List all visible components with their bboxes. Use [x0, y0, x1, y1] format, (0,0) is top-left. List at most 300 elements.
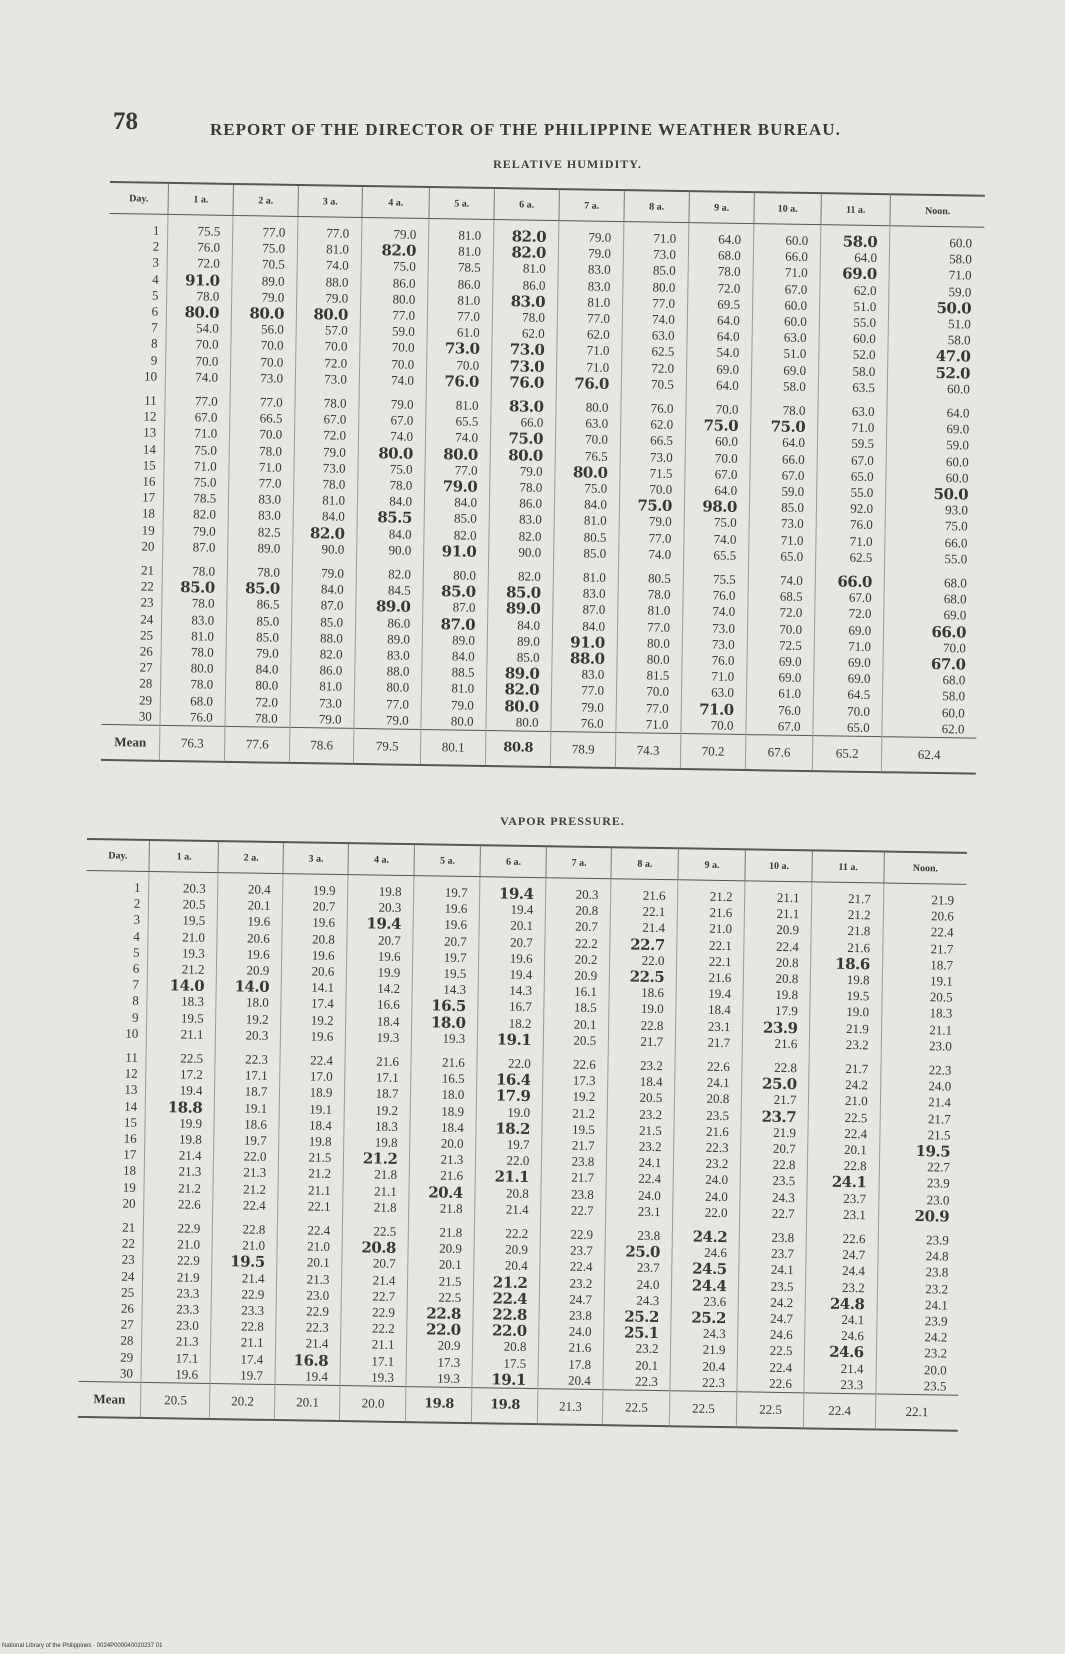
value-cell: 21.9	[671, 1342, 738, 1359]
column-header: 1 a.	[168, 183, 233, 216]
value-cell: 22.1	[278, 1198, 343, 1215]
value-cell: 73.0	[295, 371, 359, 388]
value-cell: 70.0	[685, 450, 750, 467]
day-cell: 14	[142, 441, 157, 457]
value-cell: 75.0	[885, 518, 980, 536]
scan-footer: National Library of the Philippines · 0024P000040020237 01	[2, 1643, 163, 1649]
value-cell: 23.8	[877, 1264, 960, 1282]
value-cell: 64.0	[688, 223, 753, 249]
value-cell: 21.1	[881, 1021, 964, 1039]
value-cell: 19.7	[214, 1132, 279, 1149]
value-cell: 22.3	[603, 1373, 670, 1391]
value-cell: 18.7	[345, 1086, 411, 1103]
column-header: 8 a.	[611, 847, 679, 880]
value-cell: 14.2	[346, 980, 412, 997]
value-cell: 18.4	[279, 1117, 344, 1134]
value-cell: 81.0	[493, 260, 558, 277]
column-header: Day.	[86, 839, 149, 871]
value-cell: 22.7	[541, 1202, 606, 1219]
value-cell: 80.0	[623, 279, 688, 296]
value-cell: 22.0	[673, 1204, 740, 1221]
value-cell: 18.7	[215, 1083, 280, 1100]
value-cell: 20.0	[410, 1135, 476, 1152]
value-cell: 19.9	[145, 1115, 214, 1132]
value-cell: 21.9	[741, 1124, 808, 1141]
value-cell: 19.9	[347, 964, 413, 981]
value-cell: 20.3	[546, 878, 611, 904]
value-cell: 84.0	[422, 648, 487, 665]
value-cell: 23.2	[607, 1138, 674, 1155]
value-cell: 19.2	[543, 1089, 608, 1106]
value-cell: 69.0	[747, 653, 814, 670]
value-cell: 87.0	[423, 599, 488, 616]
day-cell: 2	[133, 895, 141, 912]
value-cell: 71.0	[681, 701, 746, 718]
value-cell: 19.1	[215, 1100, 280, 1117]
value-cell: 20.1	[277, 1255, 342, 1272]
day-cell: 30	[138, 708, 152, 724]
value-cell: 83.0	[355, 647, 422, 664]
column-header: 6 a.	[494, 188, 559, 221]
value-cell: 23.2	[604, 1341, 671, 1358]
value-cell: 24.6	[672, 1245, 739, 1262]
value-cell: 73.0	[492, 358, 557, 375]
value-cell: 85.0	[162, 579, 227, 596]
vapor-pressure-title: VAPOR PRESSURE.	[500, 814, 625, 828]
value-cell: 85.0	[623, 262, 688, 279]
value-cell: 18.0	[216, 994, 281, 1011]
value-cell: 21.0	[277, 1238, 342, 1255]
value-cell: 21.2	[213, 1181, 278, 1198]
value-cell: 24.1	[739, 1262, 806, 1279]
value-cell: 75.0	[232, 240, 297, 257]
value-cell: 65.0	[817, 468, 886, 485]
value-cell: 19.5	[147, 1010, 216, 1027]
value-cell: 82.0	[486, 681, 551, 698]
value-cell: 17.0	[280, 1068, 345, 1085]
day-cell: 8	[151, 336, 158, 352]
value-cell: 19.6	[413, 917, 479, 934]
value-cell: 16.5	[411, 1070, 477, 1087]
value-cell: 67.0	[753, 281, 820, 298]
value-cell: 21.8	[343, 1167, 409, 1184]
value-cell: 67.0	[685, 466, 750, 483]
value-cell: 77.0	[360, 307, 427, 324]
value-cell: 19.1	[472, 1371, 538, 1389]
value-cell: 68.0	[884, 574, 979, 592]
value-cell: 22.1	[677, 937, 744, 954]
page-number: 78	[113, 108, 138, 135]
value-cell: 72.5	[747, 637, 814, 654]
value-cell: 20.7	[479, 934, 545, 951]
value-cell: 80.0	[425, 446, 490, 463]
value-cell: 69.0	[814, 622, 883, 639]
day-cell: 21	[140, 562, 155, 578]
value-cell: 23.5	[876, 1377, 959, 1395]
value-cell: 81.0	[291, 678, 355, 695]
value-cell: 18.7	[882, 956, 965, 974]
value-cell: 17.8	[539, 1356, 604, 1373]
value-cell: 78.5	[428, 259, 493, 276]
day-cell: 13	[124, 1082, 138, 1098]
value-cell: 66.5	[620, 432, 685, 449]
value-cell: 22.4	[738, 1359, 805, 1376]
value-cell: 59.0	[886, 437, 981, 455]
value-cell: 23.0	[142, 1317, 211, 1334]
value-cell: 76.0	[556, 375, 621, 392]
value-cell: 20.8	[282, 931, 347, 948]
value-cell: 86.0	[361, 275, 428, 292]
value-cell: 22.8	[742, 1059, 809, 1076]
value-cell: 80.0	[486, 714, 551, 732]
value-cell: 24.4	[672, 1277, 739, 1294]
value-cell: 58.0	[883, 688, 978, 706]
value-cell: 19.6	[479, 950, 545, 967]
value-cell: 21.4	[276, 1336, 341, 1353]
value-cell: 64.0	[687, 312, 752, 329]
value-cell: 88.0	[297, 274, 361, 291]
value-cell: 21.6	[411, 1054, 477, 1071]
value-cell: 21.7	[882, 940, 965, 958]
value-cell: 77.0	[427, 308, 492, 325]
value-cell: 86.0	[489, 495, 554, 512]
value-cell: 14.0	[217, 978, 282, 995]
value-cell: 20.9	[408, 1240, 474, 1257]
value-cell: 20.7	[283, 898, 348, 915]
value-cell: 24.6	[805, 1328, 876, 1345]
value-cell: 77.0	[165, 393, 230, 410]
value-cell: 20.8	[475, 1185, 541, 1202]
value-cell: 55.0	[817, 484, 886, 501]
value-cell: 18.4	[608, 1073, 675, 1090]
value-cell: 24.7	[540, 1291, 605, 1308]
value-cell: 60.0	[752, 313, 819, 330]
value-cell: 24.6	[738, 1327, 805, 1344]
day-cell: 6	[151, 303, 159, 319]
value-cell: 60.0	[819, 330, 888, 347]
value-cell: 77.0	[233, 215, 298, 241]
value-cell: 70.0	[686, 401, 751, 418]
value-cell: 22.3	[276, 1319, 341, 1336]
day-cell: 1	[152, 222, 160, 238]
value-cell: 98.0	[684, 498, 749, 515]
mean-cell: 70.2	[680, 734, 746, 771]
value-cell: 21.0	[677, 921, 744, 938]
value-cell: 62.0	[492, 325, 557, 342]
value-cell: 21.4	[145, 1147, 214, 1164]
value-cell: 18.3	[881, 1005, 964, 1023]
value-cell: 83.0	[229, 491, 294, 508]
value-cell: 22.0	[476, 1152, 542, 1169]
value-cell: 75.0	[686, 417, 751, 434]
value-cell: 78.0	[162, 563, 227, 580]
value-cell: 23.7	[741, 1108, 808, 1125]
value-cell: 72.0	[167, 255, 232, 272]
value-cell: 82.0	[488, 568, 553, 585]
value-cell: 79.0	[359, 396, 426, 413]
value-cell: 20.1	[218, 897, 283, 914]
value-cell: 19.8	[743, 987, 810, 1004]
mean-cell: 22.4	[804, 1393, 876, 1430]
day-cell: 10	[143, 368, 158, 384]
value-cell: 80.0	[161, 660, 226, 677]
value-cell: 89.0	[356, 598, 423, 615]
value-cell: 24.8	[806, 1295, 877, 1312]
day-cell: 27	[120, 1316, 134, 1333]
value-cell: 17.5	[473, 1355, 539, 1372]
value-cell: 20.4	[474, 1258, 540, 1275]
value-cell: 23.0	[277, 1287, 342, 1304]
value-cell: 18.2	[478, 1015, 544, 1032]
value-cell: 81.5	[617, 667, 682, 684]
value-cell: 84.0	[293, 508, 357, 525]
value-cell: 76.0	[491, 374, 556, 391]
mean-cell: 80.8	[485, 731, 551, 768]
value-cell: 19.7	[413, 949, 479, 966]
value-cell: 59.0	[889, 283, 984, 301]
value-cell: 22.6	[543, 1056, 608, 1073]
value-cell: 22.0	[407, 1321, 473, 1338]
running-head: REPORT OF THE DIRECTOR OF THE PHILIPPINE WEATHER BUREAU.	[210, 120, 841, 139]
value-cell: 19.4	[676, 985, 743, 1002]
value-cell: 70.0	[166, 353, 231, 370]
value-cell: 71.0	[889, 267, 984, 285]
value-cell: 19.6	[217, 946, 282, 963]
value-cell: 23.2	[540, 1275, 605, 1292]
value-cell: 81.0	[618, 602, 683, 619]
value-cell: 76.0	[621, 400, 686, 417]
value-cell: 89.0	[487, 633, 552, 650]
value-cell: 77.0	[230, 394, 295, 411]
value-cell: 19.0	[810, 1004, 881, 1021]
value-cell: 73.0	[682, 620, 747, 637]
value-cell: 20.3	[149, 871, 219, 897]
value-cell: 66.0	[885, 534, 980, 552]
value-cell: 80.5	[618, 570, 683, 587]
value-cell: 14.3	[478, 982, 544, 999]
value-cell: 22.8	[213, 1221, 278, 1238]
value-cell: 84.0	[424, 494, 489, 511]
value-cell: 74.0	[297, 257, 361, 274]
value-cell: 20.7	[545, 919, 610, 936]
value-cell: 22.5	[738, 1343, 805, 1360]
column-header: 6 a.	[480, 845, 546, 878]
value-cell: 19.2	[216, 1011, 281, 1028]
value-cell: 59.0	[360, 323, 427, 340]
value-cell: 20.8	[473, 1339, 539, 1356]
value-cell: 69.0	[814, 670, 883, 687]
value-cell: 63.0	[681, 685, 746, 702]
value-cell: 22.5	[610, 968, 677, 985]
value-cell: 77.0	[298, 216, 362, 242]
value-cell: 21.3	[410, 1151, 476, 1168]
value-cell: 71.0	[616, 716, 681, 734]
mean-cell: 65.2	[812, 736, 882, 773]
value-cell: 79.0	[232, 289, 297, 306]
value-cell: 19.4	[480, 901, 546, 918]
value-cell: 24.2	[673, 1228, 740, 1245]
value-cell: 71.0	[229, 459, 294, 476]
value-cell: 75.5	[683, 571, 748, 588]
column-header: 9 a.	[689, 191, 754, 224]
value-cell: 22.7	[740, 1205, 807, 1222]
value-cell: 17.3	[407, 1354, 473, 1371]
value-cell: 70.0	[360, 356, 427, 373]
value-cell: 75.0	[684, 515, 749, 532]
day-cell: 1	[133, 879, 141, 895]
value-cell: 19.6	[282, 947, 347, 964]
value-cell: 71.0	[164, 458, 229, 475]
value-cell: 20.5	[882, 989, 965, 1007]
value-cell: 22.3	[215, 1051, 280, 1068]
value-cell: 76.0	[551, 715, 616, 733]
value-cell: 18.2	[476, 1120, 542, 1137]
value-cell: 21.7	[542, 1137, 607, 1154]
value-cell: 19.6	[141, 1366, 210, 1384]
value-cell: 78.5	[164, 490, 229, 507]
value-cell: 73.0	[294, 460, 358, 477]
value-cell: 59.0	[750, 483, 817, 500]
value-cell: 21.9	[143, 1269, 212, 1286]
value-cell: 82.0	[291, 646, 355, 663]
value-cell: 77.0	[354, 696, 421, 713]
column-header: Noon.	[890, 194, 985, 227]
value-cell: 72.0	[688, 280, 753, 297]
value-cell: 83.0	[558, 278, 623, 295]
mean-label: Mean	[78, 1382, 141, 1418]
value-cell: 91.0	[424, 543, 489, 560]
value-cell: 82.0	[361, 242, 428, 259]
value-cell: 75.0	[358, 461, 425, 478]
value-cell: 82.0	[494, 220, 559, 246]
value-cell: 20.7	[413, 933, 479, 950]
value-cell: 21.3	[214, 1164, 279, 1181]
value-cell: 22.6	[737, 1375, 804, 1393]
value-cell: 21.4	[880, 1094, 963, 1112]
value-cell: 67.0	[746, 718, 813, 736]
value-cell: 19.5	[212, 1253, 277, 1270]
value-cell: 18.8	[146, 1099, 215, 1116]
value-cell: 21.8	[343, 1199, 409, 1216]
value-cell: 70.0	[166, 336, 231, 353]
value-cell: 22.3	[674, 1139, 741, 1156]
value-cell: 81.0	[161, 628, 226, 645]
value-cell: 19.1	[280, 1101, 345, 1118]
value-cell: 23.8	[539, 1307, 604, 1324]
value-cell: 17.1	[215, 1067, 280, 1084]
value-cell: 55.0	[885, 550, 980, 568]
value-cell: 83.0	[489, 511, 554, 528]
day-cell: 8	[132, 993, 139, 1009]
value-cell: 67.0	[817, 452, 886, 469]
value-cell: 20.4	[670, 1358, 737, 1375]
value-cell: 79.0	[163, 523, 228, 540]
value-cell: 22.0	[477, 1055, 543, 1072]
mean-cell: 20.2	[210, 1384, 275, 1421]
value-cell: 52.0	[819, 347, 888, 364]
value-cell: 67.0	[883, 655, 978, 673]
day-cell: 20	[141, 538, 155, 554]
day-cell: 18	[123, 1163, 137, 1179]
value-cell: 19.7	[476, 1136, 542, 1153]
value-cell: 22.4	[744, 938, 811, 955]
value-cell: 22.8	[741, 1157, 808, 1174]
day-cell: 2	[152, 238, 160, 254]
value-cell: 24.3	[604, 1292, 671, 1309]
day-cell: 14	[124, 1098, 138, 1114]
day-cell: 23	[121, 1252, 135, 1268]
value-cell: 76.0	[168, 239, 233, 256]
day-cell: 22	[121, 1235, 136, 1252]
column-header: 5 a.	[429, 187, 494, 220]
value-cell: 22.4	[606, 1171, 673, 1188]
value-cell: 70.0	[747, 621, 814, 638]
value-cell: 18.6	[811, 955, 882, 972]
value-cell: 82.0	[293, 525, 357, 542]
value-cell: 23.3	[804, 1376, 875, 1394]
day-cell: 25	[139, 627, 154, 643]
value-cell: 22.6	[144, 1196, 213, 1213]
mean-cell: 20.1	[275, 1385, 340, 1422]
value-cell: 63.5	[818, 379, 887, 396]
value-cell: 23.2	[877, 1280, 960, 1298]
value-cell: 20.6	[217, 930, 282, 947]
mean-label: Mean	[101, 725, 160, 761]
value-cell: 83.0	[493, 293, 558, 310]
value-cell: 77.0	[623, 295, 688, 312]
value-cell: 19.7	[210, 1367, 275, 1385]
mean-cell: 74.3	[615, 733, 681, 770]
value-cell: 77.0	[619, 530, 684, 547]
value-cell: 60.0	[886, 469, 981, 487]
value-cell: 19.3	[406, 1370, 472, 1388]
value-cell: 21.4	[610, 920, 677, 937]
day-cell: 15	[123, 1114, 138, 1130]
value-cell: 72.0	[622, 360, 687, 377]
value-cell: 70.0	[360, 339, 427, 356]
value-cell: 68.0	[883, 671, 978, 689]
value-cell: 23.0	[881, 1037, 964, 1055]
value-cell: 88.0	[291, 630, 355, 647]
value-cell: 19.6	[347, 948, 413, 965]
value-cell: 22.7	[342, 1288, 408, 1305]
value-cell: 24.2	[876, 1329, 959, 1347]
value-cell: 19.4	[275, 1368, 340, 1386]
day-cell: 17	[142, 489, 156, 505]
value-cell: 56.0	[231, 321, 296, 338]
value-cell: 68.0	[688, 247, 753, 264]
value-cell: 86.0	[291, 662, 355, 679]
value-cell: 21.6	[409, 1168, 475, 1185]
value-cell: 24.0	[880, 1078, 963, 1096]
value-cell: 71.0	[165, 425, 230, 442]
value-cell: 22.3	[670, 1374, 737, 1392]
value-cell: 18.3	[344, 1118, 410, 1135]
day-cell: 7	[132, 976, 140, 993]
value-cell: 21.3	[277, 1271, 342, 1288]
value-cell: 19.1	[478, 1031, 544, 1048]
value-cell: 19.0	[476, 1104, 542, 1121]
value-cell: 23.7	[739, 1246, 806, 1263]
value-cell: 21.0	[143, 1236, 212, 1253]
column-header: Day.	[109, 182, 168, 214]
value-cell: 82.5	[228, 524, 293, 541]
value-cell: 70.0	[427, 357, 492, 374]
value-cell: 21.2	[542, 1105, 607, 1122]
value-cell: 85.0	[226, 629, 291, 646]
value-cell: 23.2	[608, 1057, 675, 1074]
value-cell: 64.0	[820, 249, 889, 266]
